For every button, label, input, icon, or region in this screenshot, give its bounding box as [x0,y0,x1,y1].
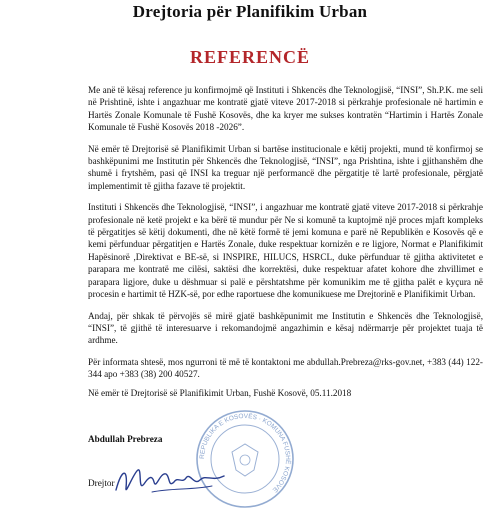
paragraph-details: Instituti i Shkencës dhe Teknologjisë, “INSI”, i angazhuar me kontratë gjatë viteve 2017-2018 si përkrahje profesionale në ketë projekt e ka bërë të mundur për Ne si komunë ta kuptojmë një proces mjaft kompleks të përgatitjes së këtij dokumenti, dhe në këtë formë të jemi komuna e parë në Republikën e Kosovës që e kemi përfunduar përgatitjen e Hartës Zonale, duke respektuar kornizën e re ligjore, Normat e Planifikimit Hapësinorë ,Direktivat e BE-së, si INSPIRE, HILUCS, HSRCL, duke përfunduar të gjitha aktivitetet e parapara me kontratë me cilësi, saktësi dhe korrektësi, duke respektuar afatet kohore dhe zhvillimet e parapara ligjore, duke u dëshmuar si palë e përshtatshme për komunikim me të gjitha palët e kyçura në procesin e hartimit të HZK-së, por edhe raportuese dhe komunikuese me Drejtorinë e Planifikimit Urban. [88,202,483,300]
letter-body [88,84,483,408]
paragraph-closing: Në emër të Drejtorisë së Planifikimit Urban, Fushë Kosovë, 05.11.2018 [88,387,352,398]
document-title: REFERENCË [189,47,310,67]
signer-role: Drejtor [88,478,115,488]
signer-name: Abdullah Prebreza [88,434,163,444]
paragraph-confirmation: Në emër të Drejtorisë së Planifikimit Urban si bartëse institucionale e këtij projekti, mund të konfirmoj se bashkëpunimi me Institutin për Shkencës dhe Teknologjisë, “INSI”, nga Prishtina, ishte i gjithanshëm dhe shumë i frytshëm, pasi që INSI ka treguar një performancë dhe përgatitje të lartë profesionale, përgjatë implementimit të gjitha fazave të projektit. [88,143,483,191]
paragraph-intro: Me anë të kësaj reference ju konfirmojmë që Instituti i Shkencës dhe Teknologjisë, “INSI”, Sh.P.K. me seli në Prishtinë, ishte i angazhuar me kontratë gjatë viteve 2017-2018 si përkrahje profesionale në hartimin e Hartës Zonale Komunale të Fushë Kosovës, dhe ka kryer me sukses kontratën “Hartimin i Hartës Zonale Komunale të Fushë Kosovës 2018 -2026”. [88,85,483,133]
paragraph-recommendation: Andaj, për shkak të përvojës së mirë gjatë bashkëpunimit me Institutin e Shkencës dhe Teknologjisë, “INSI”, të gjithë të interesuarve i rekomandojmë angazhimin e kësaj ndërmarrje për projektet tuaja të ardhme. [88,310,483,346]
handwritten-signature-icon [112,462,232,498]
issuer-heading: Drejtoria për Planifikim Urban [132,2,368,21]
svg-text:REPUBLIKA E KOSOVËS · KOMUNA F: REPUBLIKA E KOSOVËS · KOMUNA FUSHË KOSOVË [198,412,292,494]
paragraph-contact: Për informata shtesë, mos ngurroni të më të kontaktoni me abdullah.Prebreza@rks-gov.net, +383 (44) 122-344 apo +383 (38) 200 40527. [88,356,483,380]
